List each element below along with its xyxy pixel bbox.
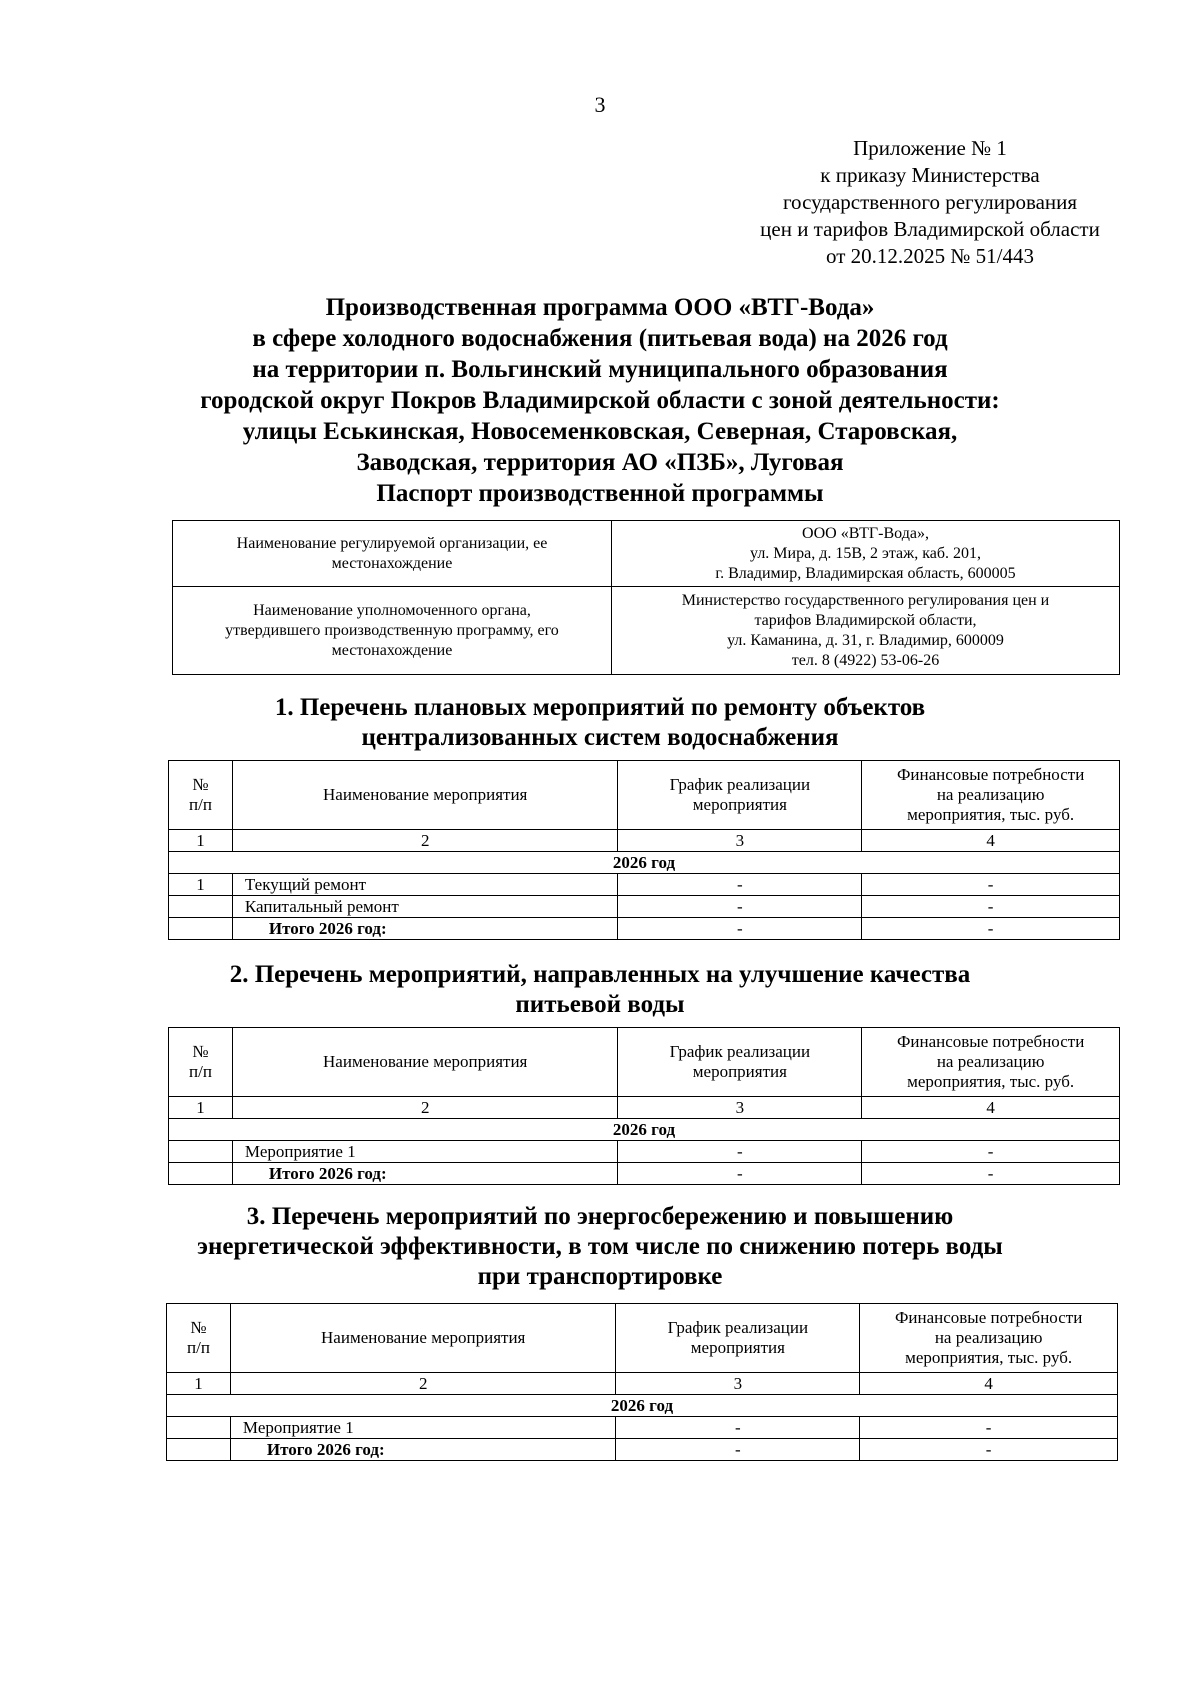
- row-name: Текущий ремонт: [232, 874, 618, 896]
- appendix-block: [700, 135, 1160, 270]
- total-schedule: -: [618, 918, 862, 940]
- col-number: 4: [862, 830, 1120, 852]
- column-number-row: [169, 830, 1120, 852]
- passport-value-line: ООО «ВТГ-Вода»,: [802, 524, 929, 542]
- section-3-table: [166, 1303, 1118, 1461]
- table-row: [169, 896, 1120, 918]
- total-schedule: -: [618, 1163, 862, 1185]
- header-finance: Финансовые потребности на реализацию мероприятия, тыс. руб.: [862, 761, 1120, 830]
- row-num: 1: [169, 874, 233, 896]
- title-line: городской округ Покров Владимирской области с зоной деятельности:: [200, 387, 1000, 414]
- col-number: 2: [232, 1097, 618, 1119]
- total-finance: -: [862, 1163, 1120, 1185]
- header-num: № п/п: [169, 761, 233, 830]
- year-label: 2026 год: [167, 1395, 1118, 1417]
- header-finance: Финансовые потребности на реализацию мероприятия, тыс. руб.: [862, 1028, 1120, 1097]
- col-number: 2: [230, 1373, 616, 1395]
- passport-label-line: Наименование уполномоченного органа,: [253, 601, 531, 619]
- row-finance: -: [862, 1141, 1120, 1163]
- row-finance: -: [862, 874, 1120, 896]
- passport-label-line: местонахождение: [331, 641, 453, 659]
- header-finance: Финансовые потребности на реализацию мероприятия, тыс. руб.: [860, 1304, 1118, 1373]
- passport-label: [173, 587, 612, 675]
- section-1-table: [168, 760, 1120, 940]
- table-row: [167, 1417, 1118, 1439]
- year-row: [169, 852, 1120, 874]
- document-title: [100, 292, 1100, 509]
- col-number: 1: [167, 1373, 231, 1395]
- col-number: 4: [862, 1097, 1120, 1119]
- section-title-line: 3. Перечень мероприятий по энергосбережению и повышению: [246, 1203, 954, 1230]
- appendix-line: от 20.12.2025 № 51/443: [825, 244, 1035, 268]
- year-label: 2026 год: [169, 1119, 1120, 1141]
- passport-value-line: тарифов Владимирской области,: [754, 611, 977, 629]
- passport-label-line: утвердившего производственную программу, его: [225, 621, 559, 639]
- table-row: [169, 1141, 1120, 1163]
- passport-row: [173, 587, 1120, 675]
- total-row: [167, 1439, 1118, 1461]
- row-num: [167, 1439, 231, 1461]
- header-schedule: График реализации мероприятия: [616, 1304, 860, 1373]
- table-header-row: [167, 1304, 1118, 1373]
- header-name: Наименование мероприятия: [232, 761, 618, 830]
- appendix-line: к приказу Министерства: [820, 163, 1040, 187]
- header-num: № п/п: [167, 1304, 231, 1373]
- row-schedule: -: [618, 874, 862, 896]
- col-number: 4: [860, 1373, 1118, 1395]
- row-name: Мероприятие 1: [232, 1141, 618, 1163]
- total-schedule: -: [616, 1439, 860, 1461]
- passport-value-line: г. Владимир, Владимирская область, 600005: [715, 564, 1016, 582]
- passport-table: [172, 520, 1120, 675]
- col-number: 1: [169, 830, 233, 852]
- total-label: Итого 2026 год:: [230, 1439, 616, 1461]
- passport-value-line: ул. Каманина, д. 31, г. Владимир, 600009: [727, 631, 1004, 649]
- title-line: Производственная программа ООО «ВТГ-Вода»: [325, 294, 875, 321]
- appendix-line: цен и тарифов Владимирской области: [760, 217, 1100, 241]
- row-schedule: -: [616, 1417, 860, 1439]
- passport-label: [173, 521, 612, 587]
- header-name: Наименование мероприятия: [230, 1304, 616, 1373]
- title-line: в сфере холодного водоснабжения (питьевая вода) на 2026 год: [252, 325, 948, 352]
- row-num: [169, 918, 233, 940]
- passport-value: [612, 587, 1120, 675]
- row-num: [169, 1163, 233, 1185]
- passport-value: [612, 521, 1120, 587]
- year-label: 2026 год: [169, 852, 1120, 874]
- section-title-line: 2. Перечень мероприятий, направленных на улучшение качества: [229, 961, 971, 988]
- column-number-row: [169, 1097, 1120, 1119]
- title-line: Паспорт производственной программы: [376, 480, 824, 507]
- total-finance: -: [860, 1439, 1118, 1461]
- row-num: [167, 1417, 231, 1439]
- page-number: 3: [594, 92, 606, 117]
- section-title-line: при транспортировке: [477, 1263, 723, 1290]
- appendix-line: Приложение № 1: [853, 136, 1007, 160]
- passport-value-line: ул. Мира, д. 15В, 2 этаж, каб. 201,: [750, 544, 981, 562]
- column-number-row: [167, 1373, 1118, 1395]
- table-header-row: [169, 1028, 1120, 1097]
- section-3-title: [100, 1202, 1100, 1292]
- section-title-line: централизованных систем водоснабжения: [361, 724, 839, 751]
- section-1-title: [100, 693, 1100, 753]
- total-row: [169, 1163, 1120, 1185]
- total-finance: -: [862, 918, 1120, 940]
- section-2-table: [168, 1027, 1120, 1185]
- header-schedule: График реализации мероприятия: [618, 761, 862, 830]
- row-schedule: -: [618, 1141, 862, 1163]
- section-title-line: 1. Перечень плановых мероприятий по ремонту объектов: [274, 694, 926, 721]
- total-label: Итого 2026 год:: [232, 918, 618, 940]
- title-line: Заводская, территория АО «ПЗБ», Луговая: [356, 449, 844, 476]
- passport-label-line: Наименование регулируемой организации, ее: [236, 534, 548, 552]
- header-schedule: График реализации мероприятия: [618, 1028, 862, 1097]
- table-row: [169, 874, 1120, 896]
- total-row: [169, 918, 1120, 940]
- appendix-line: государственного регулирования: [782, 190, 1078, 214]
- row-num: [169, 1141, 233, 1163]
- passport-value-line: тел. 8 (4922) 53-06-26: [791, 651, 940, 669]
- row-name: Мероприятие 1: [230, 1417, 616, 1439]
- header-name: Наименование мероприятия: [232, 1028, 618, 1097]
- row-finance: -: [862, 896, 1120, 918]
- passport-label-line: местонахождение: [331, 554, 453, 572]
- passport-row: [173, 521, 1120, 587]
- col-number: 1: [169, 1097, 233, 1119]
- title-line: улицы Еськинская, Новосеменковская, Северная, Старовская,: [242, 418, 958, 445]
- col-number: 3: [618, 830, 862, 852]
- row-num: [169, 896, 233, 918]
- title-line: на территории п. Вольгинский муниципального образования: [252, 356, 948, 383]
- row-name: Капитальный ремонт: [232, 896, 618, 918]
- section-title-line: энергетической эффективности, в том числе по снижению потерь воды: [197, 1233, 1003, 1260]
- total-label: Итого 2026 год:: [232, 1163, 618, 1185]
- table-header-row: [169, 761, 1120, 830]
- header-num: № п/п: [169, 1028, 233, 1097]
- col-number: 3: [618, 1097, 862, 1119]
- row-schedule: -: [618, 896, 862, 918]
- section-title-line: питьевой воды: [515, 991, 685, 1018]
- passport-value-line: Министерство государственного регулирования цен и: [681, 591, 1050, 609]
- section-2-title: [100, 960, 1100, 1020]
- col-number: 2: [232, 830, 618, 852]
- year-row: [169, 1119, 1120, 1141]
- row-finance: -: [860, 1417, 1118, 1439]
- year-row: [167, 1395, 1118, 1417]
- col-number: 3: [616, 1373, 860, 1395]
